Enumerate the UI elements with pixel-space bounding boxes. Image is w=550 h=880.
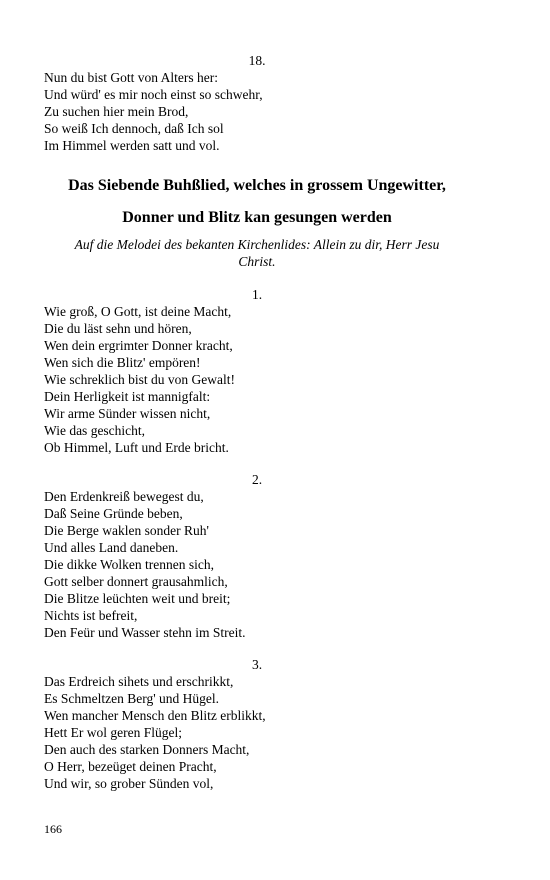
verse-line: Zu suchen hier mein Brod, [44, 104, 189, 119]
song-title-second [44, 208, 470, 228]
verse-line: Nichts ist befreit, [44, 608, 138, 623]
verse-line: Wen mancher Mensch den Blitz erblikkt, [44, 708, 266, 723]
verse-line: Gott selber donnert grausahmlich, [44, 574, 228, 589]
verse-line: Das Erdreich sihets und erschrikkt, [44, 674, 234, 689]
stanza-number: 2. [251, 472, 263, 487]
verse-line: Wie das geschicht, [44, 423, 146, 438]
verse-line: Und würd' es mir noch einst so schwehr, [44, 87, 263, 102]
song-title-line: Das Siebende Buhßlied, welches in grossem Ungewitter, [68, 177, 446, 194]
verse-line: Ob Himmel, Luft und Erde bricht. [44, 440, 229, 455]
page-number: 166 [44, 822, 62, 836]
verse-line: Und alles Land daneben. [44, 540, 179, 555]
stanza-1 [44, 286, 470, 456]
song-title [44, 176, 470, 196]
verse-line: Den Feür und Wasser stehn im Streit. [44, 625, 246, 640]
verse-line: Nun du bist Gott von Alters her: [44, 70, 218, 85]
verse-line: Es Schmeltzen Berg' und Hügel. [44, 691, 220, 706]
melody-note [44, 236, 470, 270]
verse-line: Im Himmel werden satt und vol. [44, 138, 220, 153]
verse-line: Die Blitze leüchten weit und breit; [44, 591, 231, 606]
prev-stanza [44, 52, 470, 154]
stanza-number: 1. [251, 287, 263, 302]
verse-line: Dein Herligkeit ist mannigfalt: [44, 389, 211, 404]
verse-line: O Herr, bezeüget deinen Pracht, [44, 759, 217, 774]
verse-line: Und wir, so grober Sünden vol, [44, 776, 214, 791]
melody-line: Christ. [238, 254, 276, 269]
stanza-2 [44, 471, 470, 641]
verse-line: Wie groß, O Gott, ist deine Macht, [44, 304, 232, 319]
verse-line: So weiß Ich dennoch, daß Ich sol [44, 121, 224, 136]
stanza-number: 3. [251, 657, 263, 672]
verse-line: Wen sich die Blitz' empören! [44, 355, 201, 370]
verse-line: Wie schreklich bist du von Gewalt! [44, 372, 236, 387]
stanza-number: 18. [248, 53, 266, 68]
verse-line: Daß Seine Gründe beben, [44, 506, 183, 521]
verse-line: Die Berge waklen sonder Ruh' [44, 523, 209, 538]
song-title-line: Donner und Blitz kan gesungen werden [122, 209, 392, 226]
stanza-3 [44, 656, 470, 792]
melody-line: Auf die Melodei des bekanten Kirchenlides: Allein zu dir, Herr Jesu [74, 237, 440, 252]
verse-line: Wir arme Sünder wissen nicht, [44, 406, 211, 421]
verse-line: Hett Er wol geren Flügel; [44, 725, 182, 740]
verse-line: Den auch des starken Donners Macht, [44, 742, 250, 757]
verse-line: Die du läst sehn und hören, [44, 321, 192, 336]
verse-line: Den Erdenkreiß bewegest du, [44, 489, 204, 504]
verse-line: Die dikke Wolken trennen sich, [44, 557, 214, 572]
verse-line: Wen dein ergrimter Donner kracht, [44, 338, 233, 353]
